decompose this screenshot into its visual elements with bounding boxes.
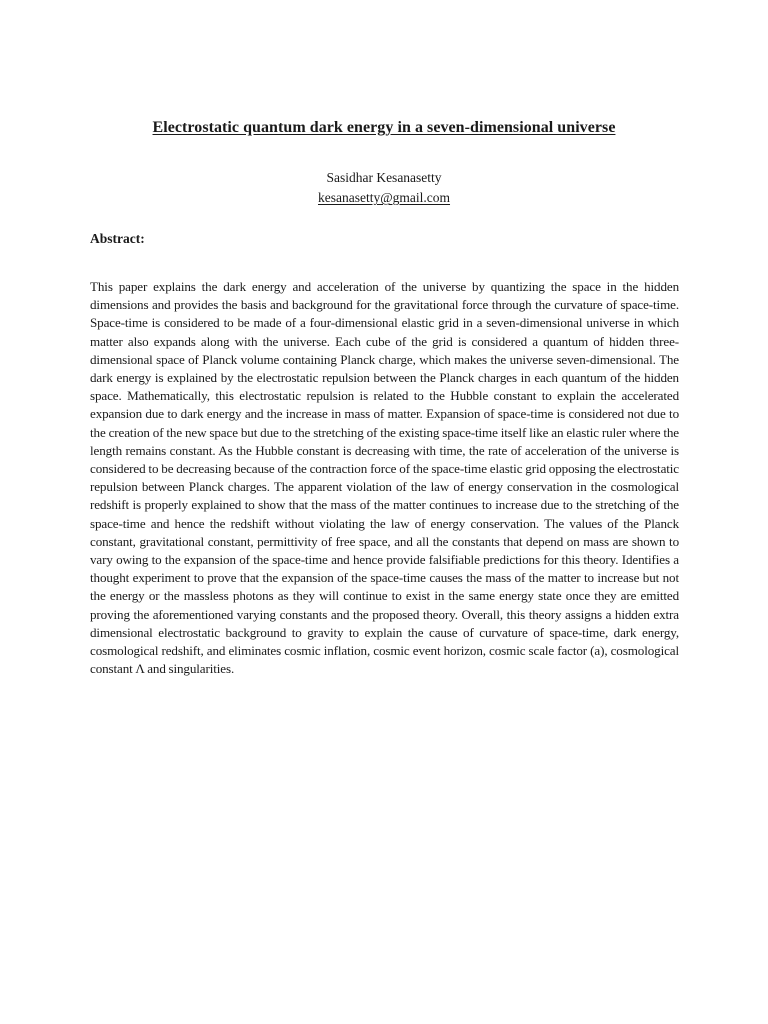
author-email-link[interactable]: kesanasetty@gmail.com [317,190,451,205]
abstract-body: This paper explains the dark energy and acceleration of the universe by quantizing the space in the hidden dimensions and provides the basis and background for the gravitational force through the curvature of space-time. Space-time is considered to be made of a four-dimensional elastic grid in a seven-dimensional universe in which matter also expands along with the universe. Each cube of the grid is considered a quantum of hidden three-dimensional space of Planck volume containing Planck charge, which makes the universe seven-dimensional. The dark energy is explained by the electrostatic repulsion between the Planck charges in each quantum of the hidden space. Mathematically, this electrostatic repulsion is related to the Hubble constant to explain the accelerated expansion due to dark energy and the increase in mass of matter. Expansion of space-time is considered not due to the creation of the new space but due to the stretching of the existing space-time itself like an elastic ruler where the length remains constant. As the Hubble constant is decreasing with time, the rate of acceleration of the universe is considered to be decreasing because of the contraction force of the space-time elastic grid opposing the electrostatic repulsion between Planck charges. The apparent violation of the law of energy conservation in the cosmological redshift is properly explained to show that the mass of the matter continues to increase due to the stretching of the space-time and hence the redshift without violating the law of energy conservation. The values of the Planck constant, gravitational constant, permittivity of free space, and all the constants that depend on mass are shown to vary owing to the expansion of the space-time and hence provide falsifiable predictions for this theory. Identifies a thought experiment to prove that the expansion of the space-time causes the mass of the matter to increase but not the energy or the massless photons as they will continue to exist in the same energy state once they are emitted proving the aforementioned varying constants and the proposed theory. Overall, this theory assigns a hidden extra dimensional electrostatic background to gravity to explain the cause of curvature of space-time, dark energy, cosmological redshift, and eliminates cosmic inflation, cosmic event horizon, cosmic scale factor (a), cosmological constant Λ and singularities. [90,279,679,677]
paper-title: Electrostatic quantum dark energy in a seven-dimensional universe [152,119,616,136]
abstract-heading: Abstract: [90,231,145,246]
author-name: Sasidhar Kesanasetty [326,170,442,185]
